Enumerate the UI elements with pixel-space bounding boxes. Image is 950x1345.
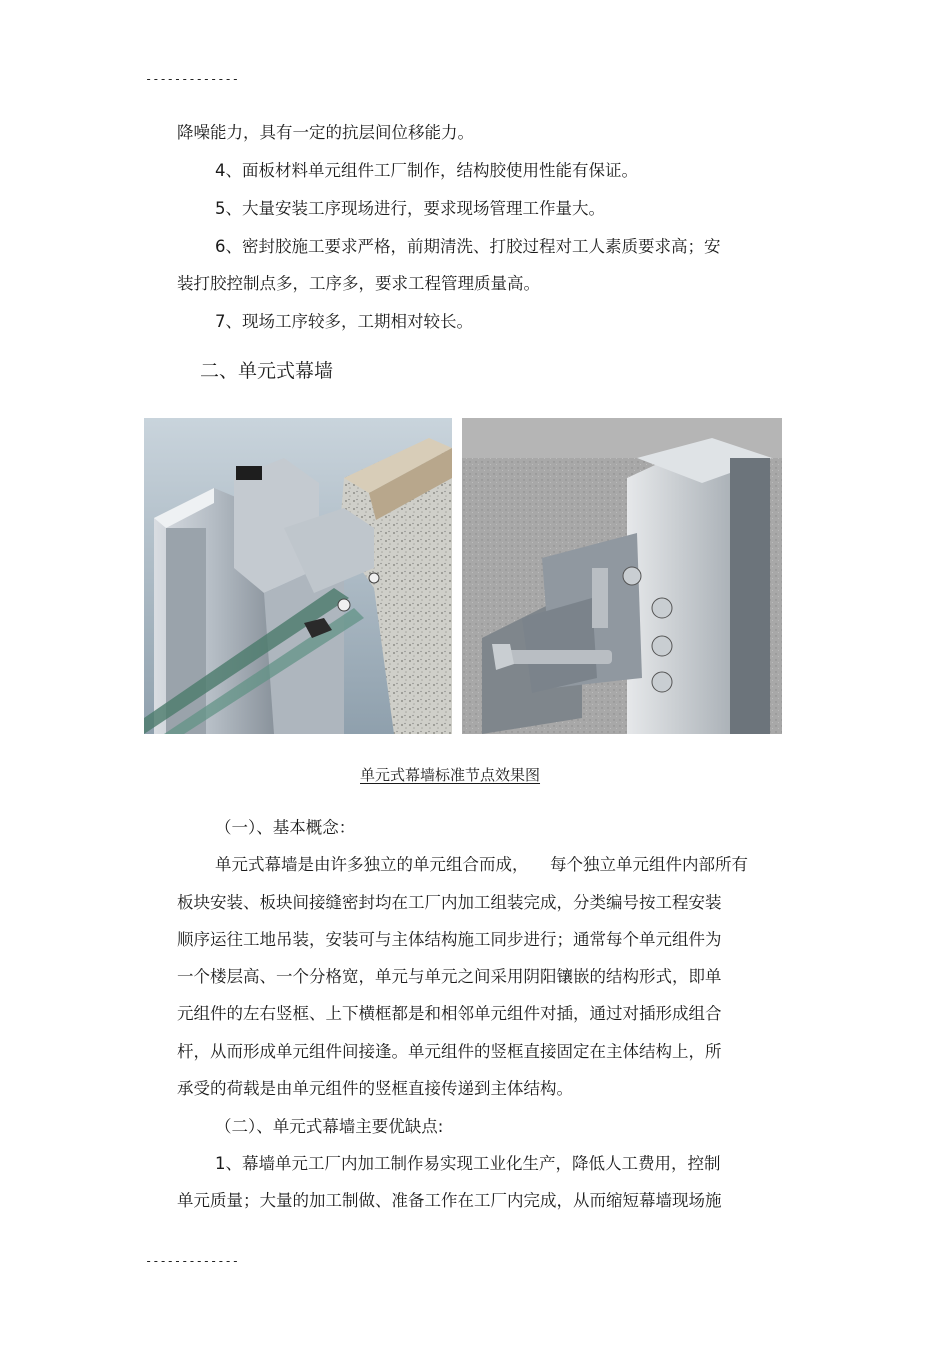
figure-bracket-connection: [462, 418, 782, 734]
bracket-connection-image: [462, 418, 782, 734]
concept-line: 板块安装、板块间接缝密封均在工厂内加工组装完成，分类编号按工程安装: [177, 893, 722, 912]
concept-heading: （一）、基本概念：: [215, 818, 356, 837]
concept-line: 杆，从而形成单元组件间接逢。单元组件的竖框直接固定在主体结构上，所: [177, 1042, 722, 1061]
concept-line: 承受的荷载是由单元组件的竖框直接传递到主体结构。: [177, 1079, 573, 1098]
section-title: 二、单元式幕墙: [200, 360, 334, 382]
header-rule: -------------: [145, 72, 239, 86]
paragraph-line: 降噪能力，具有一定的抗层间位移能力。: [177, 123, 474, 142]
figure-profile-section: [144, 418, 452, 734]
concept-line: 元组件的左右竖框、上下横框都是和相邻单元组件对插，通过对插形成组合: [177, 1004, 722, 1023]
figure-caption: 单元式幕墙标准节点效果图: [360, 766, 541, 784]
list-item-4: 4、面板材料单元组件工厂制作，结构胶使用性能有保证。: [215, 161, 638, 180]
list-item-6: 6、密封胶施工要求严格，前期清洗、打胶过程对工人素质要求高；安: [215, 237, 721, 256]
list-item-6-cont: 装打胶控制点多，工序多，要求工程管理质量高。: [177, 274, 540, 293]
concept-line: 每个独立单元组件内部所有: [550, 855, 748, 874]
pros-heading: （二）、单元式幕墙主要优缺点:: [215, 1117, 444, 1136]
pros-line: 单元质量；大量的加工制做、准备工作在工厂内完成，从而缩短幕墙现场施: [177, 1191, 722, 1210]
list-item-5: 5、大量安装工序现场进行，要求现场管理工作量大。: [215, 199, 605, 218]
concept-line: 一个楼层高、一个分格宽，单元与单元之间采用阴阳镶嵌的结构形式，即单: [177, 967, 722, 986]
concept-line: 顺序运往工地吊装，安装可与主体结构施工同步进行；通常每个单元组件为: [177, 930, 722, 949]
pros-line: 1、幕墙单元工厂内加工制作易实现工业化生产，降低人工费用，控制: [215, 1154, 721, 1173]
profile-section-image: [144, 418, 452, 734]
list-item-7: 7、现场工序较多，工期相对较长。: [215, 312, 473, 331]
concept-line: 单元式幕墙是由许多独立的单元组合而成，: [215, 855, 529, 874]
footer-rule: -------------: [145, 1254, 239, 1268]
